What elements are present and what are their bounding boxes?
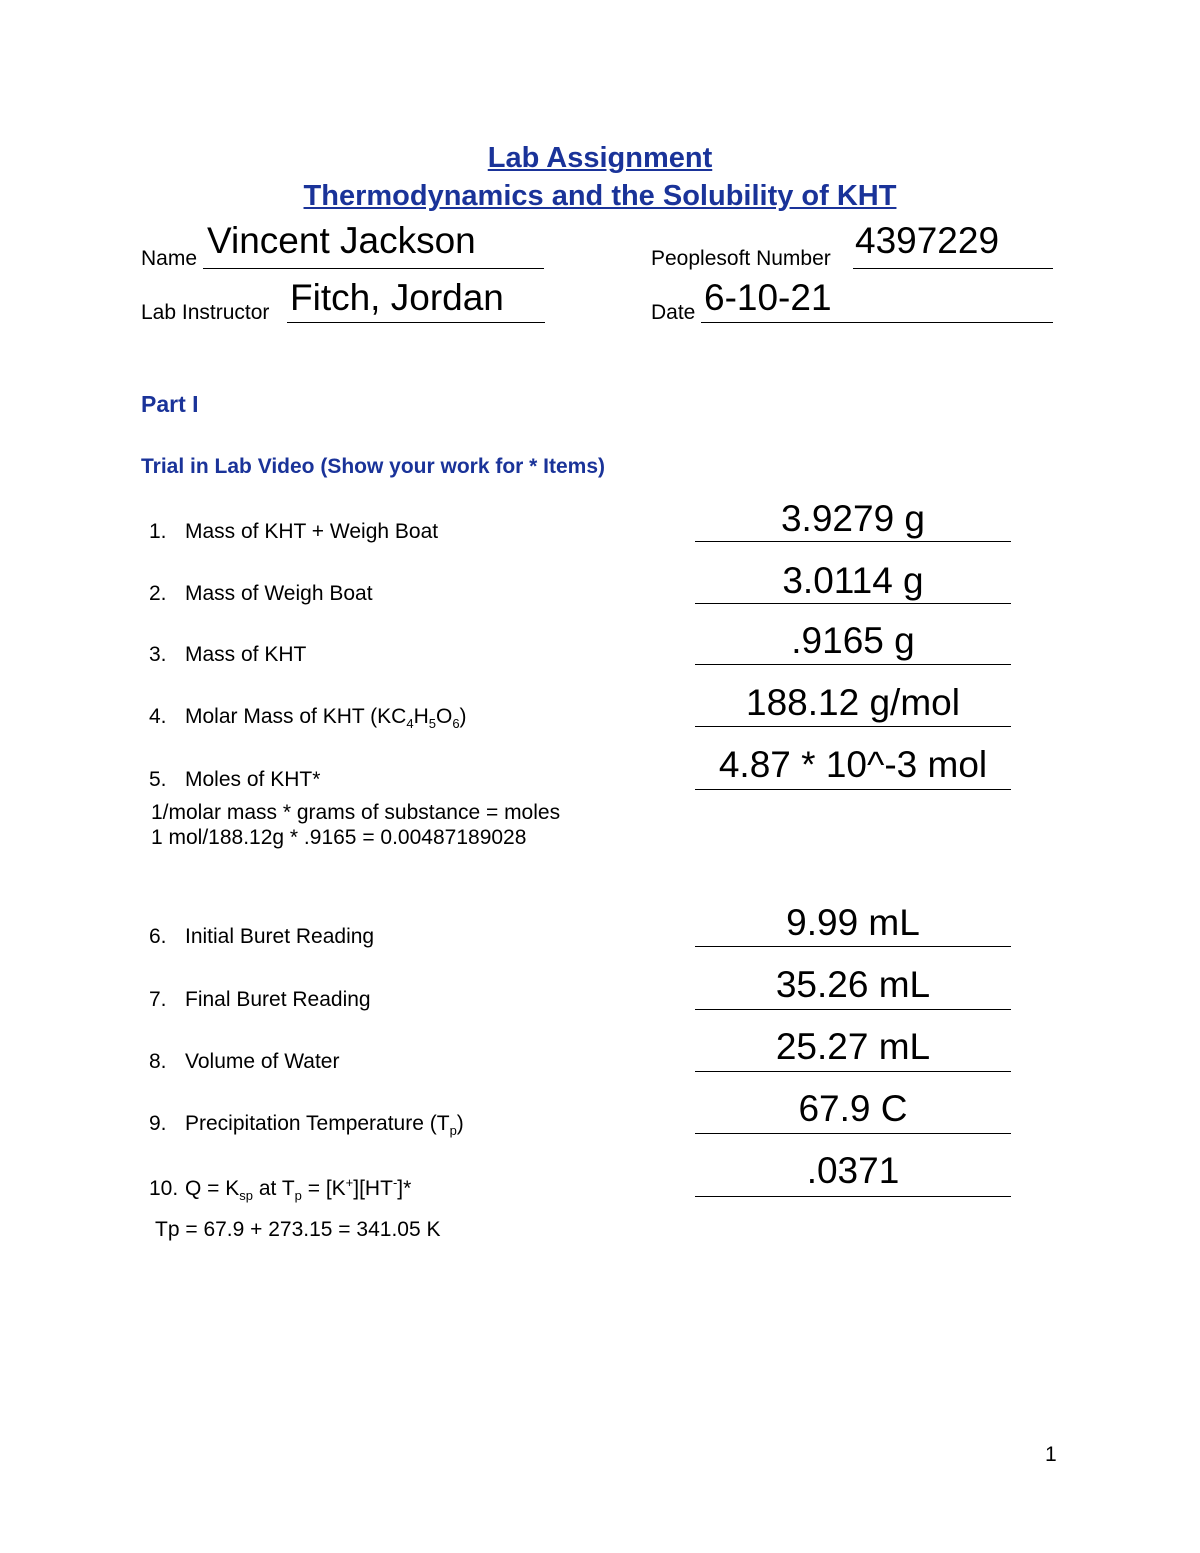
work-5-line-1: 1/molar mass * grams of substance = moles [151,801,561,824]
item-label-post: ) [456,1112,464,1135]
item-label-b: at T [253,1177,295,1200]
item-7 [149,988,371,1012]
item-6 [149,925,374,949]
answer-underline [695,1133,1011,1134]
answer-underline [695,664,1011,665]
item-label: Moles of KHT* [185,768,321,791]
subscript: p [449,1123,457,1139]
item-10 [149,1175,411,1203]
work-10-line-1: Tp = 67.9 + 273.15 = 341.05 K [155,1218,441,1241]
item-number: 9. [149,1112,167,1135]
answer-underline [695,603,1011,604]
item-number: 1. [149,520,167,543]
item-label-o: O [435,705,453,728]
part-heading: Part I [141,391,199,417]
subscript: 6 [452,716,460,732]
answer-1: 3.9279 g [780,498,926,539]
answer-underline [695,789,1011,790]
superscript: + [345,1175,354,1190]
item-number: 4. [149,705,167,728]
document-title: Lab Assignment [487,142,713,174]
item-number: 6. [149,925,167,948]
name-label: Name [141,247,198,270]
answer-10: .0371 [806,1150,900,1191]
item-label: Mass of KHT + Weigh Boat [185,520,439,543]
answer-underline [695,1071,1011,1072]
answer-4: 188.12 g/mol [746,682,960,723]
item-label-c: = [K [301,1177,346,1200]
item-label-d: ][HT [353,1177,393,1200]
item-label-h: H [413,705,429,728]
document-subtitle: Thermodynamics and the Solubility of KHT [303,180,897,212]
item-label: Initial Buret Reading [185,925,375,948]
item-2 [149,582,373,606]
answer-6: 9.99 mL [786,902,920,943]
item-label: Final Buret Reading [185,988,371,1011]
answer-5: 4.87 * 10^-3 mol [718,744,988,785]
subscript: 5 [428,716,436,732]
instructor-label: Lab Instructor [141,301,270,324]
item-number: 2. [149,582,167,605]
item-label-pre: Precipitation Temperature (T [185,1112,450,1135]
answer-underline [695,541,1011,542]
item-label: Volume of Water [185,1050,340,1073]
item-5 [149,768,320,792]
item-1 [149,520,438,544]
item-number: 5. [149,768,167,791]
date-underline [701,322,1053,323]
subscript: 4 [406,716,414,732]
answer-underline [695,1009,1011,1010]
item-3 [149,643,306,667]
item-number: 10. [149,1177,179,1200]
item-label: Mass of KHT [185,643,307,666]
peoplesoft-value: 4397229 [855,220,1000,261]
item-8 [149,1050,339,1074]
item-label-a: Q = K [185,1177,240,1200]
answer-7: 35.26 mL [775,964,931,1005]
page-number: 1 [1045,1443,1057,1466]
item-number: 3. [149,643,167,666]
answer-3: .9165 g [791,620,915,661]
name-underline [203,268,544,269]
instructor-value: Fitch, Jordan [290,277,504,318]
answer-2: 3.0114 g [782,560,924,601]
name-value: Vincent Jackson [207,220,476,261]
item-label-post: ) [459,705,467,728]
answer-underline [695,1196,1011,1197]
date-value: 6-10-21 [704,277,832,318]
part-subheading: Trial in Lab Video (Show your work for * Items) [141,455,606,478]
peoplesoft-underline [853,268,1053,269]
answer-8: 25.27 mL [775,1026,931,1067]
subscript: p [294,1188,302,1204]
date-label: Date [651,301,696,324]
item-label: Mass of Weigh Boat [185,582,373,605]
item-number: 7. [149,988,167,1011]
peoplesoft-label: Peoplesoft Number [651,247,831,270]
instructor-underline [287,322,545,323]
item-label-e: ]* [397,1177,412,1200]
subscript: sp [239,1188,254,1204]
answer-underline [695,726,1011,727]
item-9 [149,1112,464,1138]
item-label-pre: Molar Mass of KHT (KC [185,705,407,728]
answer-underline [695,946,1011,947]
answer-9: 67.9 C [798,1088,908,1129]
work-5-line-2: 1 mol/188.12g * .9165 = 0.00487189028 [151,826,527,849]
superscript: - [392,1175,398,1190]
item-number: 8. [149,1050,167,1073]
item-4 [149,705,467,731]
